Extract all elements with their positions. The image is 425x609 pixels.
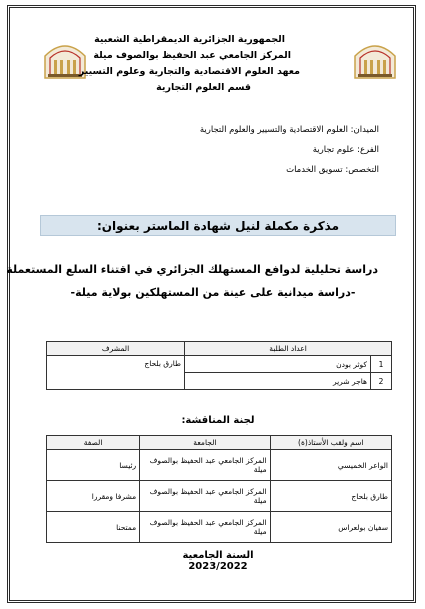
study-title: دراسة تحليلية لدوافع المستهلك الجزائري في اقتناء السلع المستعملة <box>6 263 378 276</box>
specialty-line: التخصص: تسويق الخدمات <box>286 165 379 175</box>
branch-line: الفرع: علوم تجارية <box>312 145 379 155</box>
committee-table <box>46 435 392 543</box>
table-row <box>47 450 392 481</box>
student-number: 1 <box>371 356 392 373</box>
member-university: المركز الجامعي عبد الحفيظ بوالصوف ميلة <box>140 481 270 512</box>
preparation-table <box>46 341 392 390</box>
university-logo-right-icon <box>350 38 400 80</box>
students-header: اعداد الطلبة <box>185 342 392 356</box>
university-column-header: الجامعة <box>140 436 270 450</box>
header-republic: الجمهورية الجزائرية الديمقراطية الشعبية <box>94 34 285 45</box>
field-line: الميدان: العلوم الاقتصادية والتسيير والعلوم التجارية <box>199 125 379 135</box>
member-university: المركز الجامعي عبد الحفيظ بوالصوف ميلة <box>140 450 270 481</box>
member-university: المركز الجامعي عبد الحفيظ بوالصوف ميلة <box>140 512 270 543</box>
table-row <box>47 512 392 543</box>
member-name: طارق بلحاج <box>270 481 391 512</box>
supervisor-name: طارق بلحاج <box>47 356 185 390</box>
table-row <box>47 481 392 512</box>
student-number: 2 <box>371 373 392 390</box>
academic-year: السنة الجامعية 2023/2022 <box>182 550 254 572</box>
table-row <box>47 356 392 373</box>
member-role: رئيسا <box>47 450 140 481</box>
member-name: سفيان بولعراس <box>270 512 391 543</box>
document-page <box>7 5 416 603</box>
memo-title-banner: مذكرة مكملة لنيل شهادة الماستر بعنوان: <box>40 215 396 236</box>
member-role: ممتحنا <box>47 512 140 543</box>
member-role: مشرفا ومقررا <box>47 481 140 512</box>
supervisor-header: المشرف <box>47 342 185 356</box>
member-name: الواعر الخميسي <box>270 450 391 481</box>
study-subtitle: -دراسة ميدانية على عينة من المستهلكين بولاية ميلة- <box>70 286 356 299</box>
header-department: قسم العلوم التجارية <box>156 82 251 93</box>
header-institute: معهد العلوم الاقتصادية والتجارية وعلوم التسيير <box>78 66 300 77</box>
name-column-header: اسم ولقب الأستاذ(ة) <box>270 436 391 450</box>
committee-title: لجنة المناقشة: <box>181 415 255 426</box>
student-name: هاجر شرير <box>185 373 371 390</box>
header-university-center: المركز الجامعي عبد الحفيظ بوالصوف ميلة <box>93 50 291 61</box>
role-column-header: الصفة <box>47 436 140 450</box>
student-name: كوثر بودن <box>185 356 371 373</box>
